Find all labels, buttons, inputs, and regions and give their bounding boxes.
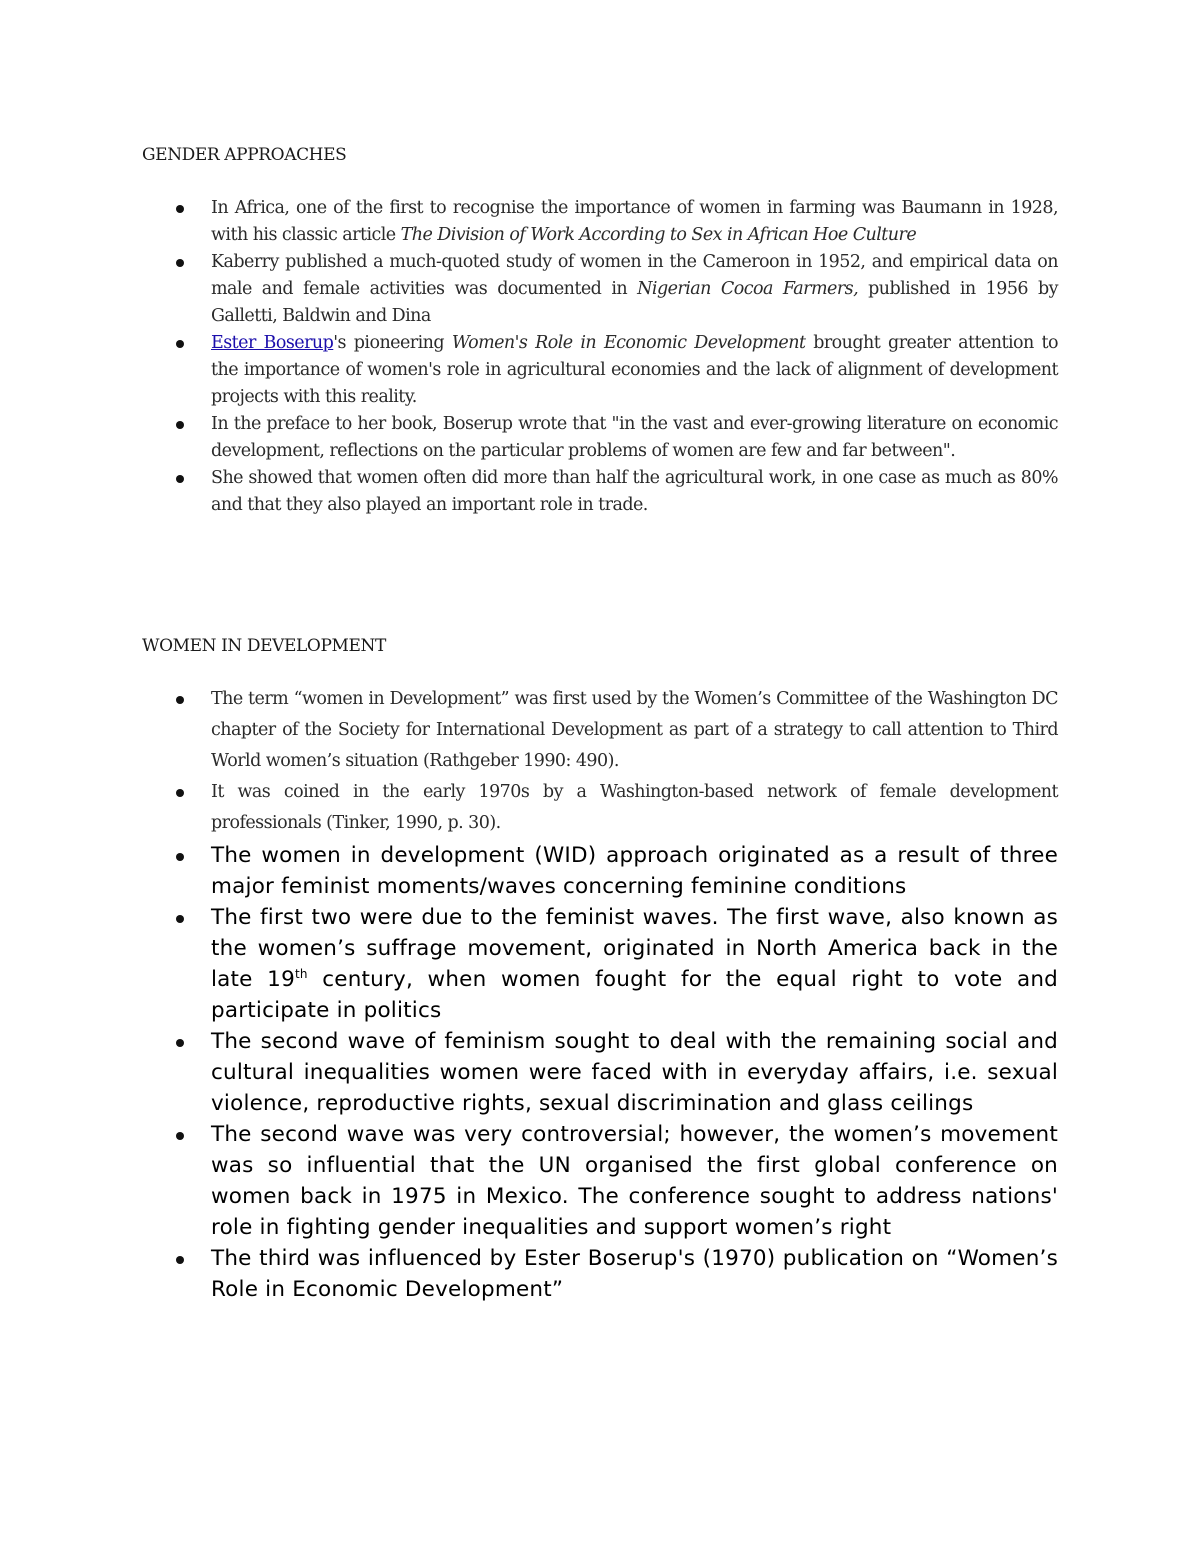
item-text: The term “women in Development” was first used by the Women’s Committee of the Washington DC chapter of the Society for International Development as part of a strategy to call attention to Third World women’s situation (Rathgeber 1990: 490).: [211, 689, 1058, 771]
item-italic-title: Nigerian Cocoa Farmers,: [637, 279, 859, 299]
bullet-icon: [176, 475, 184, 483]
wid-list-serif: [0, 684, 1200, 839]
list-item: [0, 465, 1058, 519]
bullet-icon: [176, 421, 184, 429]
list-item: [0, 902, 1058, 1026]
item-text: Kaberry published a much-quoted study of women in the Cameroon in 1952, and empirical data on male and female activities was documented in: [211, 252, 1058, 299]
list-item: [0, 330, 1058, 411]
bullet-icon: [176, 696, 184, 704]
bullet-icon: [176, 259, 184, 267]
list-item: [0, 684, 1058, 777]
item-text: It was coined in the early 1970s by a Washington-based network of female development professionals (Tinker, 1990, p. 30).: [211, 782, 1058, 833]
list-item: [0, 195, 1058, 249]
list-item: [0, 840, 1058, 902]
item-text: century, when women fought for the equal right to vote and participate in politics: [211, 967, 1058, 1023]
item-italic-title: The Division of Work According to Sex in African Hoe Culture: [400, 225, 917, 245]
bullet-icon: [176, 789, 184, 797]
bullet-icon: [176, 915, 184, 923]
item-text: In the preface to her book, Boserup wrote that "in the vast and ever-growing literature on economic development, reflections on the particular problems of women are few and far between".: [211, 414, 1058, 461]
list-item: [0, 1119, 1058, 1243]
item-text: brought greater attention to the importance of women's role in agricultural economies and the lack of alignment of development projects with this reality.: [211, 333, 1058, 407]
item-text: published in 1956 by Galletti, Baldwin and Dina: [211, 279, 1059, 326]
list-item: [0, 249, 1058, 330]
item-text: The second wave was very controversial; however, the women’s movement was so influential that the UN organised the first global conference on women back in 1975 in Mexico. The conference sought to address nations' role in fighting gender inequalities and support women’s right: [211, 1122, 1058, 1240]
item-text: She showed that women often did more than half the agricultural work, in one case as much as 80% and that they also played an important role in trade.: [211, 468, 1058, 515]
section-heading-gender-approaches: GENDER APPROACHES: [142, 145, 347, 165]
item-text: The first two were due to the feminist waves. The first wave, also known as the women’s suffrage movement, originated in North America back in the late 19: [211, 905, 1058, 992]
list-item: [0, 777, 1058, 839]
ester-boserup-link[interactable]: Ester Boserup: [211, 333, 334, 353]
item-text: In Africa, one of the first to recognise the importance of women in farming was Baumann in 1928, with his classic article: [211, 198, 1058, 245]
bullet-icon: [176, 1256, 184, 1264]
bullet-icon: [176, 205, 184, 213]
list-item: [0, 1243, 1058, 1305]
bullet-icon: [176, 1132, 184, 1140]
item-text: The second wave of feminism sought to deal with the remaining social and cultural inequalities women were faced with in everyday affairs, i.e. sexual violence, reproductive rights, sexual discrimination and glass ceilings: [211, 1029, 1058, 1116]
item-text: 's pioneering: [333, 333, 452, 353]
wid-list-sans: [0, 840, 1200, 1305]
list-item: [0, 411, 1058, 465]
superscript-th: th: [294, 966, 308, 981]
section-heading-women-in-development: WOMEN IN DEVELOPMENT: [142, 636, 386, 656]
gender-approaches-list: [0, 195, 1200, 519]
item-italic-title: Women's Role in Economic Development: [451, 333, 806, 353]
bullet-icon: [176, 1039, 184, 1047]
list-item: [0, 1026, 1058, 1119]
bullet-icon: [176, 340, 184, 348]
item-text: The third was influenced by Ester Boserup's (1970) publication on “Women’s Role in Economic Development”: [211, 1246, 1058, 1302]
item-text: The women in development (WID) approach originated as a result of three major feminist moments/waves concerning feminine conditions: [211, 843, 1058, 899]
bullet-icon: [176, 853, 184, 861]
